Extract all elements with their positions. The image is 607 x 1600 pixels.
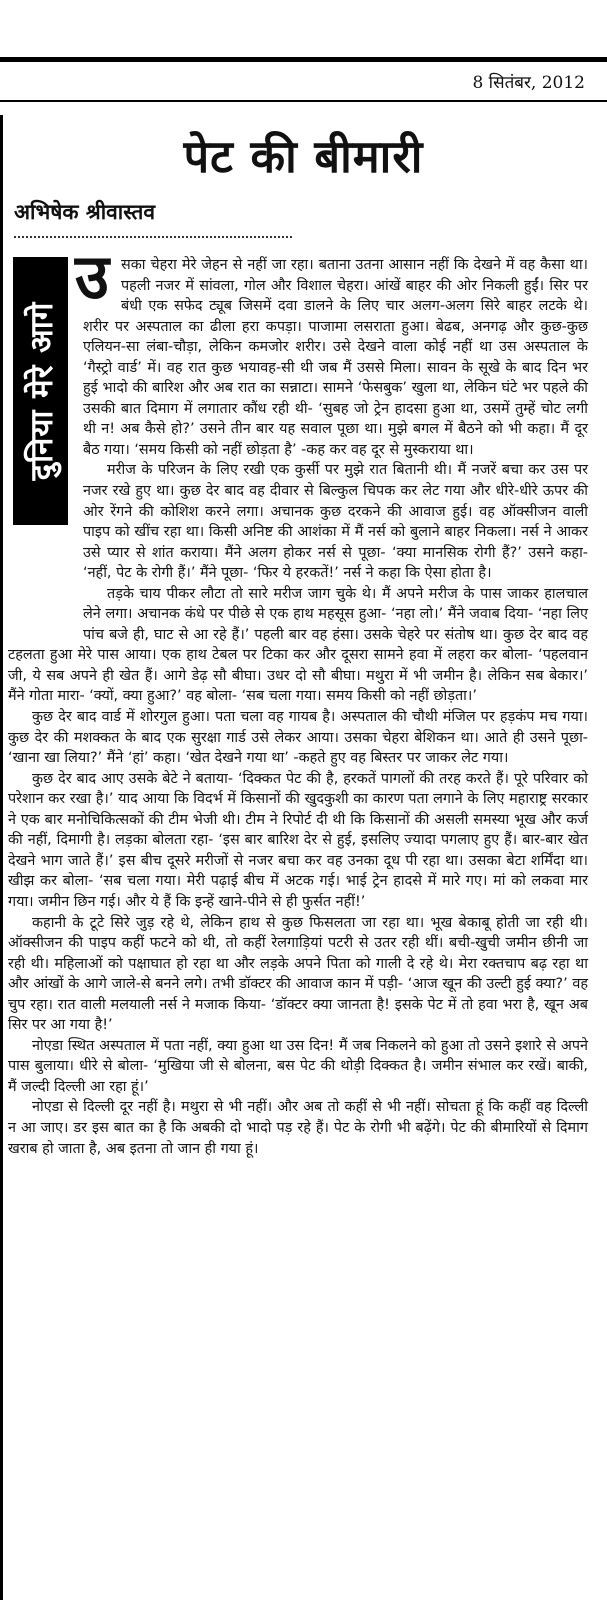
article-paragraph-1: सका चेहरा मेरे जेहन से नहीं जा रहा। बताना उतना आसान नहीं कि देखने में वह कैसा था। पहली नजर में सांवला, गोल और विशाल चेहरा। आंखें बाहर की ओर निकली हुईं। सिर पर बंधी एक सफेद ट्यूब जिसमें दवा डालने के लिए चार अलग-अलग सिरे बाहर लटके थे। शरीर पर अस्पताल का ढीला हरा कपड़ा। पाजामा लसराता हुआ। बेढब, अनगढ़ और कुछ-कुछ एलियन-सा लंबा-चौड़ा, लेकिन कमजोर शरीर। उसे देखने वाला कोई नहीं था उस अस्पताल के ‘गैस्ट्रो वार्ड’ में। वह रात कुछ भयावह-सी थी जब मैं उससे मिला। सावन के सूखे के बाद दिन भर हुई भादो की बारिश और अब रात का सन्नाटा। सामने ‘फेसबुक’ खुला था, लेकिन घंटे भर पहले की उसकी बात दिमाग में लगातार कौंध रही थी- ‘सुबह जो ट्रेन हादसा हुआ था, उसमें तुम्हें चोट लगी थी न! अब कैसे हो?’ उसने तीन बार यह सवाल पूछा था। मुझे बगल में बैठने को भी कहा। मैं दूर बैठ गया। ‘समय किसी को नहीं छोड़ता है’ -कह कर वह दूर से मुस्कराया था।	[83, 257, 588, 458]
masthead-top-rule	[0, 57, 607, 62]
article-paragraph-2: मरीज के परिजन के लिए रखी एक कुर्सी पर मुझे रात बितानी थी। मैं नजरें बचा कर उस पर नजर रखे हुए था। कुछ देर बाद वह दीवार से बिल्कुल चिपक कर लेट गया और धीरे-धीरे ऊपर की ओर रेंगने की कोशिश करने लगा। अचानक कुछ दरकने की आवाज हुई। वह ऑक्सीजन वाली पाइप को खींच रहा था। किसी अनिष्ट की आशंका में मैं नर्स को बुलाने बाहर निकला। नर्स ने आकर उसे प्यार से शांत कराया। मैंने अलग होकर नर्स से पूछा- ‘क्या मानसिक रोगी हैं?’ उसने कहा- ‘नहीं, पेट के रोगी हैं।’ मैंने पूछा- ‘फिर ये हरकतें!’ नर्स ने कहा कि ऐसा होता है।	[83, 462, 588, 582]
article-body	[8, 255, 588, 1159]
article-paragraph-3: तड़के चाय पीकर लौटा तो सारे मरीज जाग चुके थे। मैं अपने मरीज के पास जाकर हालचाल लेने लगा। अचानक कंधे पर पीछे से एक हाथ महसूस हुआ- ‘नहा लो।’ मैंने जवाब दिया- ‘नहा लिए पांच बजे ही, घाट से आ रहे हैं।’ पहली बार वह हंसा। उसके चेहरे पर संतोष था। कुछ देर बाद वह टहलता हुआ मेरे पास आया। एक हाथ टेबल पर टिका कर और दूसरा सामने हवा में लहरा कर बोला- ‘पहलवान जी, ये सब अपने ही खेत हैं। आगे डेढ़ सौ बीघा। उधर दो सौ बीघा। मथुरा में भी जमीन है। लेकिन सब बेकार।’ मैंने गोता मारा- ‘क्यों, क्या हुआ?’ वह बोला- ‘सब चला गया। समय किसी को नहीं छोड़ता।’	[8, 585, 588, 705]
left-column-rule	[0, 115, 3, 1600]
column-tag-label: दुनिया मेरे आगे	[23, 301, 60, 481]
publication-date: 8 सितंबर, 2012	[472, 73, 585, 93]
article-paragraph-6: कहानी के टूटे सिरे जुड़ रहे थे, लेकिन हाथ से कुछ फिसलता जा रहा था। भूख बेकाबू होती जा रही थी। ऑक्सीजन की पाइप कहीं फटने को थी, तो कहीं रेलगाड़ियां पटरी से उतर रही थीं। बची-खुची जमीन छीनी जा रही थी। महिलाओं को पक्षाघात हो रहा था और लड़के अपने पिता को गाली दे रहे थे। मेरा रक्तचाप बढ़ रहा था और आंखों के आगे जाले-से बनने लगे। तभी डॉक्टर की आवाज कान में पड़ी- ‘आज खून की उल्टी हुई क्या?’ वह चुप रहा। रात वाली मलयाली नर्स ने मजाक किया- ‘डॉक्टर क्या जानता है! इसके पेट में तो हवा भरा है, खून अब सिर पर आ गया है!’	[8, 914, 588, 1034]
article-headline: पेट की बीमारी	[183, 130, 424, 183]
date-divider-rule	[0, 100, 607, 102]
author-byline: अभिषेक श्रीवास्तव	[14, 200, 156, 224]
drop-cap-wrap-spacer	[83, 255, 121, 297]
byline-dotted-rule	[14, 236, 292, 238]
article-paragraph-5: कुछ देर बाद आए उसके बेटे ने बताया- ‘दिक्कत पेट की है, हरकतें पागलों की तरह करते हैं। पूरे परिवार को परेशान कर रखा है।’ याद आया कि विदर्भ में किसानों की खुदकुशी का कारण पता लगाने के लिए महाराष्ट्र सरकार ने एक बार मनोचिकित्सकों की टीम भेजी थी। टीम ने रिपोर्ट दी थी कि किसानों की असली समस्या भूख और कर्ज की नहीं, दिमागी है। लड़का बोलता रहा- ‘इस बार बारिश देर से हुई, इसलिए ज्यादा पगलाए हुए हैं। बार-बार खेत देखने भाग जाते हैं।’ इस बीच दूसरे मरीजों से नजर बचा कर वह उनका दूध पी रहा था। उसका बेटा शर्मिंदा था। खीझ कर बोला- ‘सब चला गया। मेरी पढ़ाई बीच में अटक गई। भाई ट्रेन हादसे में मारे गए। मां को लकवा मार गया। जमीन छिन गई। और ये हैं कि इन्हें खाने-पीने से ही फुर्सत नहीं!’	[8, 770, 588, 910]
article-paragraph-4: कुछ देर बाद वार्ड में शोरगुल हुआ। पता चला वह गायब है। अस्पताल की चौथी मंजिल पर हड़कंप मच गया। कुछ देर की मशक्कत के बाद एक सुरक्षा गार्ड उसे लेकर आया। उसका चेहरा बेशिकन था। आते ही उसने पूछा- ‘खाना खा लिया?’ मैंने ‘हां’ कहा। ‘खेत देखने गया था’ -कहते हुए वह बिस्तर पर जाकर लेट गया।	[8, 709, 588, 767]
column-tag-wrap-spacer	[8, 255, 83, 625]
drop-cap-letter: उ	[75, 240, 109, 313]
article-paragraph-8: नोएडा से दिल्ली दूर नहीं है। मथुरा से भी नहीं। और अब तो कहीं से भी नहीं। सोचता हूं कि कहीं वह दिल्ली न आ जाए। डर इस बात का है कि अबकी दो भादो पड़ रहे हैं। पेट के रोगी भी बढ़ेंगे। पेट की बीमारियों से दिमाग खराब हो जाता है, अब इतना तो जान ही गया हूं।	[8, 1099, 588, 1157]
article-paragraph-7: नोएडा स्थित अस्पताल में पता नहीं, क्या हुआ था उस दिन! मैं जब निकलने को हुआ तो उसने इशारे से अपने पास बुलाया। धीरे से बोला- ‘मुखिया जी से बोलना, बस पेट की थोड़ी दिक्कत है। जमीन संभाल कर रखें। बाकी, मैं जल्दी दिल्ली आ रहा हूं।’	[8, 1037, 588, 1095]
